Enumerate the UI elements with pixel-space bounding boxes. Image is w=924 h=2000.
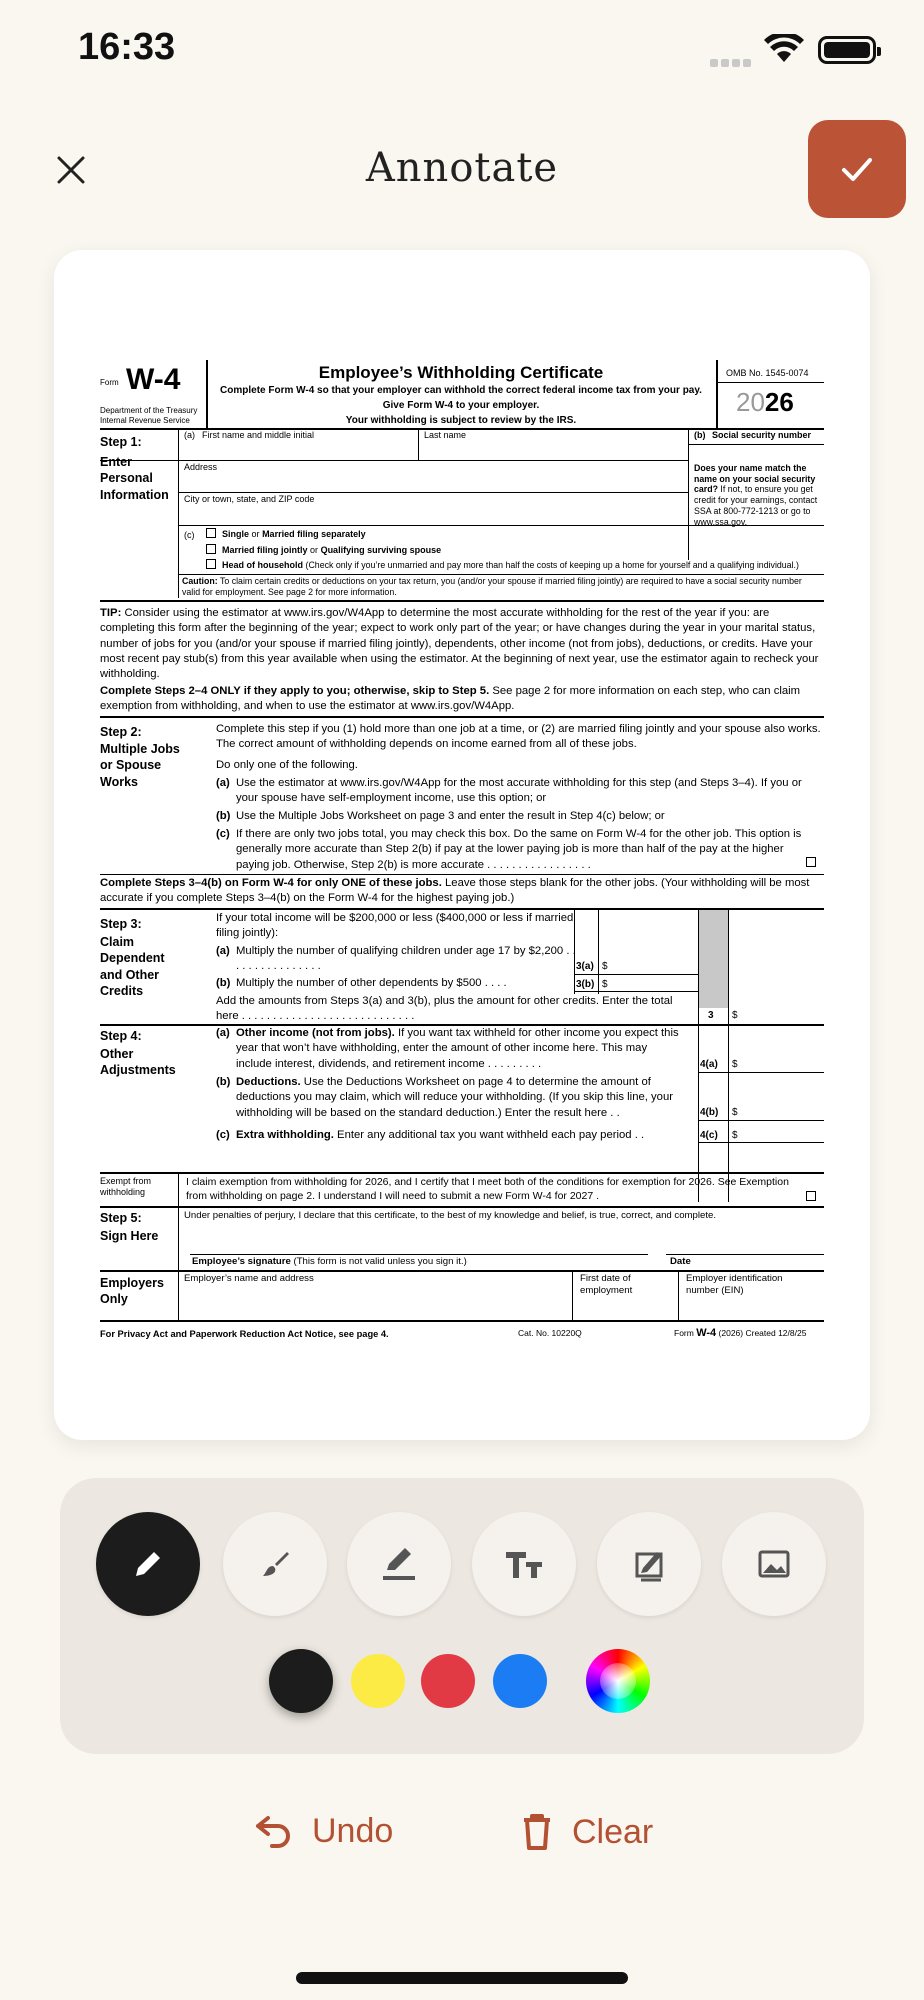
step4-a-label: (a) <box>216 1027 230 1039</box>
step2-name: Multiple Jobs or Spouse Works <box>100 742 180 789</box>
step4-b-amount[interactable]: $ <box>732 1107 738 1118</box>
step4-b-code: 4(b) <box>700 1107 719 1118</box>
address-field[interactable]: Address <box>184 462 218 472</box>
step2-intro: Complete this step if you (1) hold more than one job at a time, or (2) are married filing jointly and your spouse also works. The correct amount of withholding depends on income earned from all of these jobs. <box>216 723 821 751</box>
city-field[interactable]: City or town, state, and ZIP code <box>184 494 315 504</box>
step3-title: Step 3: <box>100 917 142 931</box>
field-a-label: (a) <box>184 430 195 440</box>
status-time: 16:33 <box>78 26 176 68</box>
step1-title: Step 1: <box>100 435 142 449</box>
exempt-label: Exempt from withholding <box>100 1176 152 1197</box>
signature-icon <box>627 1542 671 1586</box>
footer-form: Form W-4 (2026) Created 12/8/25 <box>674 1327 807 1339</box>
step4-title: Step 4: <box>100 1029 142 1043</box>
done-button[interactable] <box>808 120 906 218</box>
color-picker-wheel[interactable] <box>586 1649 650 1713</box>
form-subtitle: Complete Form W-4 so that your employer can withhold the correct federal income tax from your pay. <box>220 385 702 396</box>
text-tool-button[interactable] <box>472 1512 576 1616</box>
step3-intro: If your total income will be $200,000 or less ($400,000 or less if married filing jointly): <box>216 912 574 940</box>
highlighter-tool-button[interactable] <box>347 1512 451 1616</box>
form-subtitle-3: Your withholding is subject to review by the IRS. <box>345 415 577 426</box>
color-swatch-yellow[interactable] <box>351 1654 405 1708</box>
step3-a-label: (a) <box>216 945 230 957</box>
field-b-label: (b) <box>694 430 706 440</box>
text-size-icon <box>502 1544 546 1584</box>
field-c-label: (c) <box>184 530 195 540</box>
step3-name: Claim Dependent and Other Credits <box>100 935 165 998</box>
dept-text: Department of the Treasury <box>100 406 198 415</box>
two-jobs-checkbox[interactable] <box>806 856 822 870</box>
step3-b-amount[interactable]: $ <box>602 979 608 990</box>
checkmark-icon <box>837 149 877 189</box>
first-name-field[interactable]: First name and middle initial <box>202 430 315 440</box>
last-name-field[interactable]: Last name <box>424 430 467 440</box>
form-label: Form <box>100 378 119 387</box>
step2-b-label: (b) <box>216 810 231 822</box>
image-tool-button[interactable] <box>722 1512 826 1616</box>
undo-button[interactable] <box>252 1812 393 1851</box>
step3-a: Multiply the number of qualifying children under age 17 by $2,200 . . . . . . . . . . . . . . . . <box>236 945 576 973</box>
filing-head-household[interactable]: Head of household (Check only if you’re unmarried and pay more than half the costs of keeping up a home for yourself and a qualifying individual.) <box>206 559 799 572</box>
omb-number: OMB No. 1545-0074 <box>726 368 809 378</box>
date-field[interactable]: Date <box>670 1256 691 1267</box>
step4-a: Other income (not from jobs). If you want tax withheld for other income you expect this year that won’t have withholding, enter the amount of other income here. This may include interest, dividends, and retirement income . . . . . . . . . <box>236 1027 679 1070</box>
step5-name: Sign Here <box>100 1229 159 1243</box>
exempt-text: I claim exemption from withholding for 2026, and I certify that I meet both of the conditions for exemption for 2026. See Exemption from withholding on page 2. I understand I will need to submit a new Form W-4 for 2027 . <box>186 1176 789 1202</box>
filing-married-jointly[interactable]: Married filing jointly or Qualifying surviving spouse <box>206 544 441 557</box>
ein-field[interactable]: Employer identification number (EIN) <box>686 1273 783 1296</box>
color-swatch-red[interactable] <box>421 1654 475 1708</box>
caution-note: Caution: To claim certain credits or deductions on your tax return, you (and/or your spouse if married filing jointly) are required to have a social security number valid for employment. See page 2 for more information. <box>182 576 802 597</box>
step2-b: Use the Multiple Jobs Worksheet on page 3 and enter the result in Step 4(c) below; or <box>236 810 665 822</box>
pencil-icon <box>128 1544 168 1584</box>
wifi-icon <box>764 34 804 69</box>
form-title: Employee’s Withholding Certificate <box>318 363 604 382</box>
step4-c-label: (c) <box>216 1129 230 1141</box>
undo-icon <box>252 1814 294 1850</box>
brush-tool-button[interactable] <box>223 1512 327 1616</box>
step1-name: Enter Personal Information <box>100 455 169 502</box>
step4-name: Other Adjustments <box>100 1047 176 1078</box>
home-indicator <box>296 1972 628 1984</box>
step3-total: Add the amounts from Steps 3(a) and 3(b), plus the amount for other credits. Enter the total here . . . . . . . . . . . . . . . . . . . . . . . . . . . . <box>216 995 673 1023</box>
step5-title: Step 5: <box>100 1211 142 1225</box>
cellular-signal-icon <box>710 54 754 66</box>
employer-name-field[interactable]: Employer’s name and address <box>184 1273 314 1284</box>
step3-amount[interactable]: $ <box>732 1010 738 1021</box>
trash-icon <box>520 1812 554 1852</box>
ssn-note: Does your name match the name on your social security card? If not, to ensure you get credit for your earnings, contact SSA at 800-772-1213 or go to www.ssa.gov. <box>694 463 818 527</box>
color-swatch-black[interactable] <box>269 1649 333 1713</box>
step3-b-label: (b) <box>216 977 231 989</box>
undo-label: Undo <box>312 1812 394 1850</box>
step2-c-label: (c) <box>216 828 230 840</box>
ssn-field[interactable]: Social security number <box>712 430 812 440</box>
first-date-field[interactable]: First date of employment <box>580 1273 633 1296</box>
page-title: Annotate <box>365 145 559 191</box>
step4-c: Extra withholding. Enter any additional tax you want withheld each pay period . . <box>236 1129 645 1141</box>
step2-do: Do only one of the following. <box>216 759 358 771</box>
steps-2-4-note: Complete Steps 2–4 ONLY if they apply to you; otherwise, skip to Step 5. See page 2 for more information on each step, who can claim exemption from withholding, and when to use the estimator at www.irs.gov/W4App. <box>100 685 801 713</box>
step2-title: Step 2: <box>100 725 142 739</box>
battery-icon <box>818 36 876 64</box>
step4-a-code: 4(a) <box>700 1059 718 1070</box>
footer-privacy: For Privacy Act and Paperwork Reduction Act Notice, see page 4. <box>100 1329 389 1339</box>
step3-a-amount[interactable]: $ <box>602 961 608 972</box>
annotation-toolbar <box>60 1478 864 1754</box>
form-year: 2026 <box>736 387 794 417</box>
employers-label: Employers Only <box>100 1276 164 1307</box>
clear-label: Clear <box>572 1812 654 1851</box>
tip-paragraph: TIP: Consider using the estimator at www.irs.gov/W4App to determine the most accurate withholding for the rest of the year if you: are completing this form after the beginning of the year; expect to work only part of the year; or have changes during the year in your marital status, number of jobs for you (and/or your spouse if married filing jointly), dependents, other income (not from jobs), deductions, or credits. Have your most recent pay stub(s) from this year available when using the estimator. At the beginning of next year, use the estimator again to recheck your withholding. <box>100 607 819 680</box>
pencil-tool-button[interactable] <box>96 1512 200 1616</box>
step2-c: If there are only two jobs total, you may check this box. Do the same on Form W-4 for the other job. This option is generally more accurate than Step 2(b) if pay at the lower paying job is more than half of the pay at the higher paying job. Otherwise, Step 2(b) is more accurate . . . . . . . . . . . . . . . . . <box>236 828 802 871</box>
step4-c-code: 4(c) <box>700 1130 718 1141</box>
step4-b: Deductions. Use the Deductions Worksheet on page 4 to determine the amount of deductions you may claim, which will reduce your withholding. (If you skip this line, your withholding will be based on the standard deduction.) Enter the result here . . <box>236 1076 674 1119</box>
form-subtitle-2: Give Form W-4 to your employer. <box>382 400 540 411</box>
color-swatch-blue[interactable] <box>493 1654 547 1708</box>
step3-a-code: 3(a) <box>576 961 594 972</box>
perjury-text: Under penalties of perjury, I declare that this certificate, to the best of my knowledge and belief, is true, correct, and complete. <box>184 1210 717 1221</box>
form-name: W-4 <box>126 363 181 396</box>
step2-a: Use the estimator at www.irs.gov/W4App for the most accurate withholding for this step (and Steps 3–4). If you or your spouse have self-employment income, use this option; or <box>236 777 802 805</box>
steps-3-4-note: Complete Steps 3–4(b) on Form W-4 for only ONE of these jobs. Leave those steps blank for the other jobs. (Your withholding will be most accurate if you complete Steps 3–4(b) on the Form W-4 for the highest paying job.) <box>100 877 810 905</box>
step2-a-label: (a) <box>216 777 230 789</box>
step4-b-label: (b) <box>216 1076 231 1088</box>
image-icon <box>754 1544 794 1584</box>
filing-single[interactable]: Single or Married filing separately <box>206 528 366 541</box>
signature-field[interactable]: Employee’s signature (This form is not valid unless you sign it.) <box>192 1256 467 1267</box>
brush-icon <box>255 1544 295 1584</box>
irs-text: Internal Revenue Service <box>100 416 190 425</box>
step3-b-code: 3(b) <box>576 979 595 990</box>
step4-a-amount[interactable]: $ <box>732 1059 738 1070</box>
step4-c-amount[interactable]: $ <box>732 1130 738 1141</box>
clear-button[interactable] <box>520 1812 653 1852</box>
step3-b: Multiply the number of other dependents by $500 . . . . <box>236 977 507 989</box>
exempt-checkbox[interactable] <box>806 1190 822 1204</box>
highlighter-icon <box>377 1542 421 1586</box>
footer-cat: Cat. No. 10220Q <box>518 1328 582 1338</box>
w4-form[interactable] <box>100 360 824 1350</box>
signature-tool-button[interactable] <box>597 1512 701 1616</box>
step3-code: 3 <box>708 1010 714 1021</box>
